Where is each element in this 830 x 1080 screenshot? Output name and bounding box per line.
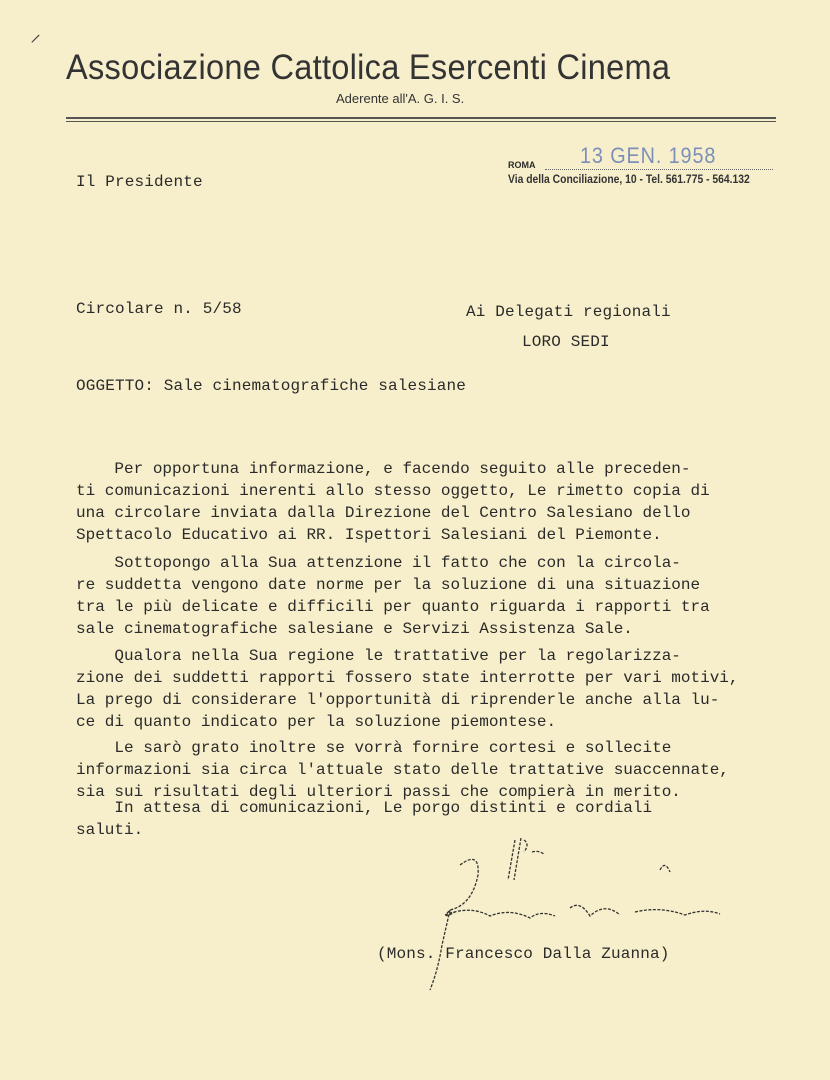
body-paragraph-1 [76, 458, 710, 546]
body-line: re suddetta vengono date norme per la soluzione di una situazione [76, 576, 701, 594]
body-line: ti comunicazioni inerenti allo stesso oggetto, Le rimetto copia di [76, 482, 710, 500]
letterhead-address: Via della Conciliazione, 10 - Tel. 561.775 - 564.132 [508, 174, 750, 186]
body-line: La prego di considerare l'opportunità di riprenderle anche alla lu- [76, 691, 720, 709]
typed-signature-name: (Mons. Francesco Dalla Zuanna) [377, 945, 670, 963]
header-rule [66, 117, 776, 119]
sender-role: Il Presidente [76, 173, 203, 191]
body-line: Per opportuna informazione, e facendo seguito alle preceden- [76, 460, 691, 478]
body-line: sia sui risultati degli ulteriori passi che compierà in merito. [76, 783, 681, 801]
body-line: Spettacolo Educativo ai RR. Ispettori Salesiani del Piemonte. [76, 526, 662, 544]
circular-number: Circolare n. 5/58 [76, 300, 242, 318]
pen-mark: ⸝ [30, 23, 42, 48]
body-line: informazioni sia circa l'attuale stato delle trattative suaccennate, [76, 761, 729, 779]
body-paragraph-2 [76, 552, 710, 640]
body-paragraph-3 [76, 645, 739, 733]
body-line: Le sarò grato inoltre se vorrà fornire cortesi e sollecite [76, 739, 672, 757]
body-line: Sottopongo alla Sua attenzione il fatto che con la circola- [76, 554, 681, 572]
body-paragraph-4 [76, 737, 729, 803]
body-line: tra le più delicate e difficili per quanto riguarda i rapporti tra [76, 598, 710, 616]
body-line: ce di quanto indicato per la soluzione piemontese. [76, 713, 557, 731]
body-line: Qualora nella Sua regione le trattative per la regolarizza- [76, 647, 681, 665]
body-line: una circolare inviata dalla Direzione del Centro Salesiano dello [76, 504, 691, 522]
recipient-line2: LORO SEDI [522, 333, 610, 351]
header-rule-thin [66, 121, 776, 122]
letterhead-title: Associazione Cattolica Esercenti Cinema [66, 48, 671, 87]
recipient-line1: Ai Delegati regionali [466, 303, 671, 321]
date-stamp: 13 GEN. 1958 [580, 143, 717, 168]
handwritten-signature [420, 830, 740, 1000]
body-line: zione dei suddetti rapporti fossero state interrotte per vari motivi, [76, 669, 739, 687]
body-line: sale cinematografiche salesiane e Servizi Assistenza Sale. [76, 620, 633, 638]
body-line: In attesa di comunicazioni, Le porgo distinti e cordiali [76, 799, 653, 817]
subject-line: OGGETTO: Sale cinematografiche salesiane [76, 377, 467, 395]
body-line: saluti. [76, 821, 144, 839]
date-dotted-line [545, 169, 773, 170]
letterhead-affiliation: Aderente all'A. G. I. S. [336, 91, 465, 106]
city-label: ROMA [508, 160, 536, 170]
